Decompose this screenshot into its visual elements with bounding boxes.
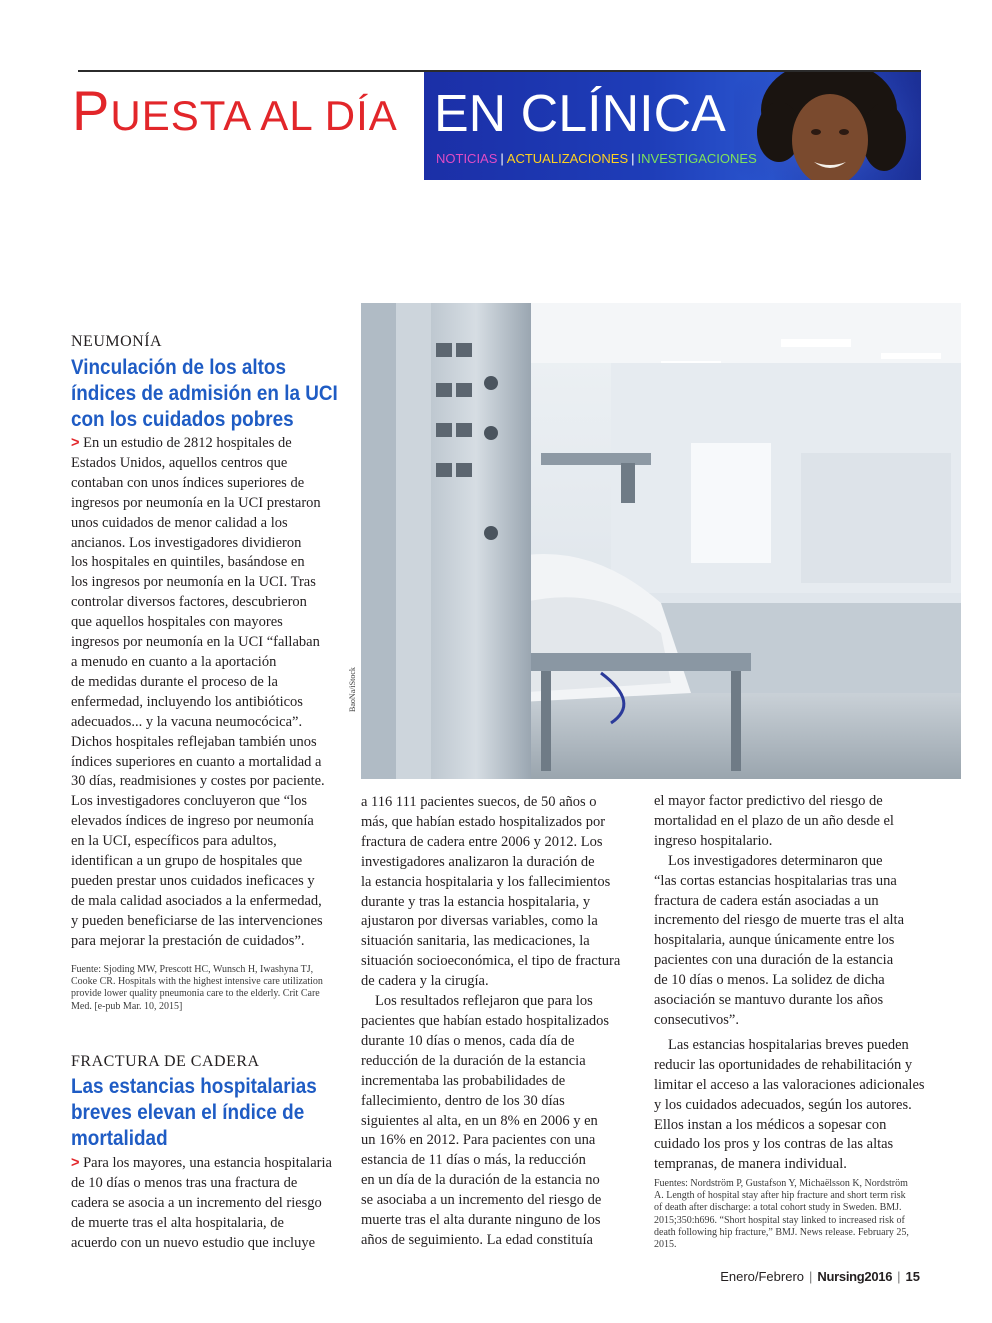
article1-line: 30 días, readmisiones y costes por paciente. [71, 773, 325, 790]
photo-credit: BaoNa/iStock [348, 667, 357, 712]
hospital-ward-photo [361, 303, 961, 779]
source-line: Fuente: Sjoding MW, Prescott HC, Wunsch H, Iwashyna TJ, [71, 964, 314, 975]
article2-line: en un día de la duración de la estancia no [361, 1172, 600, 1189]
article2-line: pacientes que habían estado hospitalizados [361, 1012, 610, 1029]
source-line: Med. [e-pub Mar. 10, 2015] [71, 1000, 183, 1012]
bullet-arrow-icon: > [71, 1155, 80, 1171]
source-line: provide lower quality pneumonia care to the elderly. Crit Care [71, 988, 320, 1000]
article2-line: un 16% en 2012. Para pacientes con una [361, 1132, 596, 1149]
source-line: Cooke CR. Hospitals with the highest intensive care utilization [71, 976, 323, 988]
article2-line: Los investigadores determinaron que [668, 852, 883, 869]
article1-line: ingresos por neumonía en la UCI “fallaban [71, 634, 320, 651]
article2-line: situación socioeconómica, el tipo de fractura [361, 953, 621, 970]
article1-headline: Vinculación de los altos índices de admisión en la UCI con los cuidados pobres [71, 356, 338, 431]
page-number: 15 [905, 1269, 920, 1284]
nurse-portrait-icon [734, 72, 921, 180]
article2-line: muerte tras el alta durante ninguno de los [361, 1212, 601, 1229]
article1-line: pueden prestar unos cuidados ineficaces y [71, 872, 315, 889]
article2-line: fractura de cadera están asociadas a un [654, 892, 879, 909]
article1-line: Los investigadores concluyeron que “los [71, 793, 307, 810]
subtitle-news: NOTICIAS [436, 151, 498, 166]
article1-line: adecuados... y la vacuna neumocócica”. [71, 713, 303, 730]
article2-line: durante y tras la estancia hospitalaria, y [361, 893, 591, 910]
article2-line: Las estancias hospitalarias breves pueden [668, 1036, 909, 1053]
article2-line: tempranas, de manera individual. [654, 1156, 847, 1173]
article1-line: ancianos. Los investigadores dividieron [71, 534, 302, 551]
source-line: of death after discharge: a total cohort study in Sweden. BMJ. [654, 1202, 902, 1214]
article2-line: fractura de cadera entre 2006 y 2012. Los [361, 833, 603, 850]
bullet-arrow-icon: > [71, 435, 80, 451]
section-title-cap: P [72, 79, 111, 142]
page-footer [720, 1269, 920, 1284]
article2-line: la estancia hospitalaria y los fallecimientos [361, 873, 611, 890]
article1-kicker: NEUMONÍA [71, 333, 163, 350]
article2-line: incremento del riesgo de muerte tras el alta [654, 912, 905, 929]
article2-line: estancia de 11 días o más, la reducción [361, 1152, 586, 1169]
subtitle-updates: ACTUALIZACIONES [506, 151, 629, 166]
section-title-left [72, 76, 398, 146]
article2-line: fallecimiento, dentro de los 30 días [361, 1092, 565, 1109]
article2-line: Ellos instan a los médicos a sopesar con [654, 1116, 887, 1133]
article1-line: > En un estudio de 2812 hospitales de [71, 435, 292, 451]
article1-line: en la UCI, específicos para adultos, [71, 833, 277, 850]
source-line: death following hip fracture,” BMJ. News release. February 25, [654, 1226, 909, 1238]
article2-line: ingreso hospitalario. [654, 832, 773, 849]
article2-kicker: FRACTURA DE CADERA [71, 1053, 260, 1070]
article2-line: acuerdo con un nuevo estudio que incluye [71, 1234, 316, 1251]
section-title-right: EN CLÍNICA [434, 85, 726, 143]
footer-magazine: Nursing2016 [817, 1269, 893, 1284]
source-line: Fuentes: Nordström P, Gustafson Y, Michaëlsson K, Nordström [654, 1178, 908, 1189]
article2-line: y los cuidados adecuados, según los autores. [654, 1096, 912, 1113]
article2-line: limitar el acceso a las valoraciones adicionales [654, 1076, 925, 1093]
article2-headline: Las estancias hospitalarias breves elevan el índice de mortalidad [71, 1075, 317, 1150]
article2-line: se asociaba a un incremento del riesgo de [361, 1192, 602, 1209]
article1-line: a menudo en cuanto a la aportación [71, 653, 277, 670]
article1-line: los ingresos por neumonía en la UCI. Tras [71, 574, 316, 591]
article2-line: a 116 111 pacientes suecos, de 50 años o [361, 794, 597, 810]
article2-line: situación sanitaria, las medicaciones, la [361, 933, 590, 950]
article2-line: de cadera y la cirugía. [361, 973, 489, 990]
article2-line: > Para los mayores, una estancia hospitalaria [71, 1155, 332, 1171]
article2-line: de muerte tras el alta hospitalaria, de [71, 1214, 284, 1231]
article1-line: los hospitales en quintiles, basándose en [71, 554, 305, 571]
article1-line: que aquellos hospitales con mayores [71, 614, 283, 631]
article2-line: de 10 días o menos tras una fractura de [71, 1174, 298, 1191]
source-line: 2015;350:h696. “Short hospital stay linked to increased risk of [654, 1214, 905, 1226]
section-subtitle [436, 150, 757, 168]
footer-separator: | [809, 1269, 813, 1284]
source-line: A. Length of hospital stay after hip fracture and short term risk [654, 1190, 906, 1202]
article2-line: mortalidad en el plazo de un año desde el [654, 812, 894, 829]
section-title-rest: UESTA AL DÍA [110, 92, 398, 139]
article2-line: el mayor factor predictivo del riesgo de [654, 793, 883, 809]
footer-issue: Enero/Febrero [720, 1269, 805, 1284]
article1-line: de medidas durante el proceso de la [71, 673, 278, 690]
article1-line: Estados Unidos, aquellos centros que [71, 454, 288, 471]
article1-line: elevados índices de ingreso por neumonía [71, 813, 314, 830]
article1-line: identifican a un grupo de hospitales que [71, 853, 303, 870]
subtitle-research: INVESTIGACIONES [637, 151, 757, 166]
article2-line: siguientes al alta, en un 8% en 2006 y en [361, 1112, 598, 1129]
article1-source [71, 964, 341, 1013]
article1-line: unos cuidados de menor calidad a los [71, 514, 288, 531]
article1-line: contaban con unos índices superiores de [71, 474, 305, 491]
article2-line: años de seguimiento. La edad constituía [361, 1231, 593, 1248]
article2-line: cuidado los pros y los contras de las altas [654, 1136, 894, 1153]
section-banner [424, 72, 921, 180]
article2-line: pacientes con una duración de la estancia [654, 952, 894, 969]
article2-line: de 10 días o menos. La solidez de dicha [654, 972, 885, 989]
article2-line: reducir las oportunidades de rehabilitación y [654, 1056, 913, 1073]
article2-line: reducción de la duración de la estancia [361, 1052, 586, 1069]
article2-line: ajustaron por diversas variables, como la [361, 913, 598, 930]
article2-line: incrementaba las probabilidades de [361, 1072, 566, 1089]
source-line: 2015. [654, 1239, 677, 1251]
article2-body-col1 [71, 1154, 361, 1254]
article1-line: de mala calidad asociados a la enfermedad, [71, 892, 322, 909]
article1-line: ingresos por neumonía en la UCI prestaron [71, 494, 321, 511]
article2-line: durante 10 días o menos, cada día de [361, 1032, 575, 1049]
article2-body-col2 [361, 793, 641, 1251]
subtitle-separator: | [631, 151, 635, 166]
article2-line: cadera se asocia a un incremento del riesgo [71, 1194, 322, 1211]
article1-body [71, 434, 361, 952]
article1-line: y pueden beneficiarse de las intervenciones [71, 912, 323, 929]
article1-line: enfermedad, incluyendo los antibióticos [71, 693, 303, 710]
article1-line: índices superiores en cuanto a mortalidad a [71, 753, 322, 770]
article2-body-col3 [654, 792, 934, 1175]
article2-line: asociación se mantuvo durante los años [654, 992, 884, 1009]
article1-line: Dichos hospitales reflejaban también unos [71, 733, 317, 750]
article2-line: hospitalaria, aunque únicamente entre los [654, 932, 895, 949]
article1-line: controlar diversos factores, descubrieron [71, 594, 307, 611]
article2-source [654, 1178, 929, 1251]
article1-line: para mejorar la prestación de cuidados”. [71, 932, 305, 949]
article2-line: consecutivos”. [654, 1011, 739, 1028]
article2-line: Los resultados reflejaron que para los [375, 993, 593, 1010]
footer-separator: | [897, 1269, 901, 1284]
article2-line: más, que habían estado hospitalizados por [361, 813, 606, 830]
article2-line: “las cortas estancias hospitalarias tras una [654, 872, 897, 889]
subtitle-separator: | [500, 151, 504, 166]
article2-line: investigadores analizaron la duración de [361, 853, 595, 870]
